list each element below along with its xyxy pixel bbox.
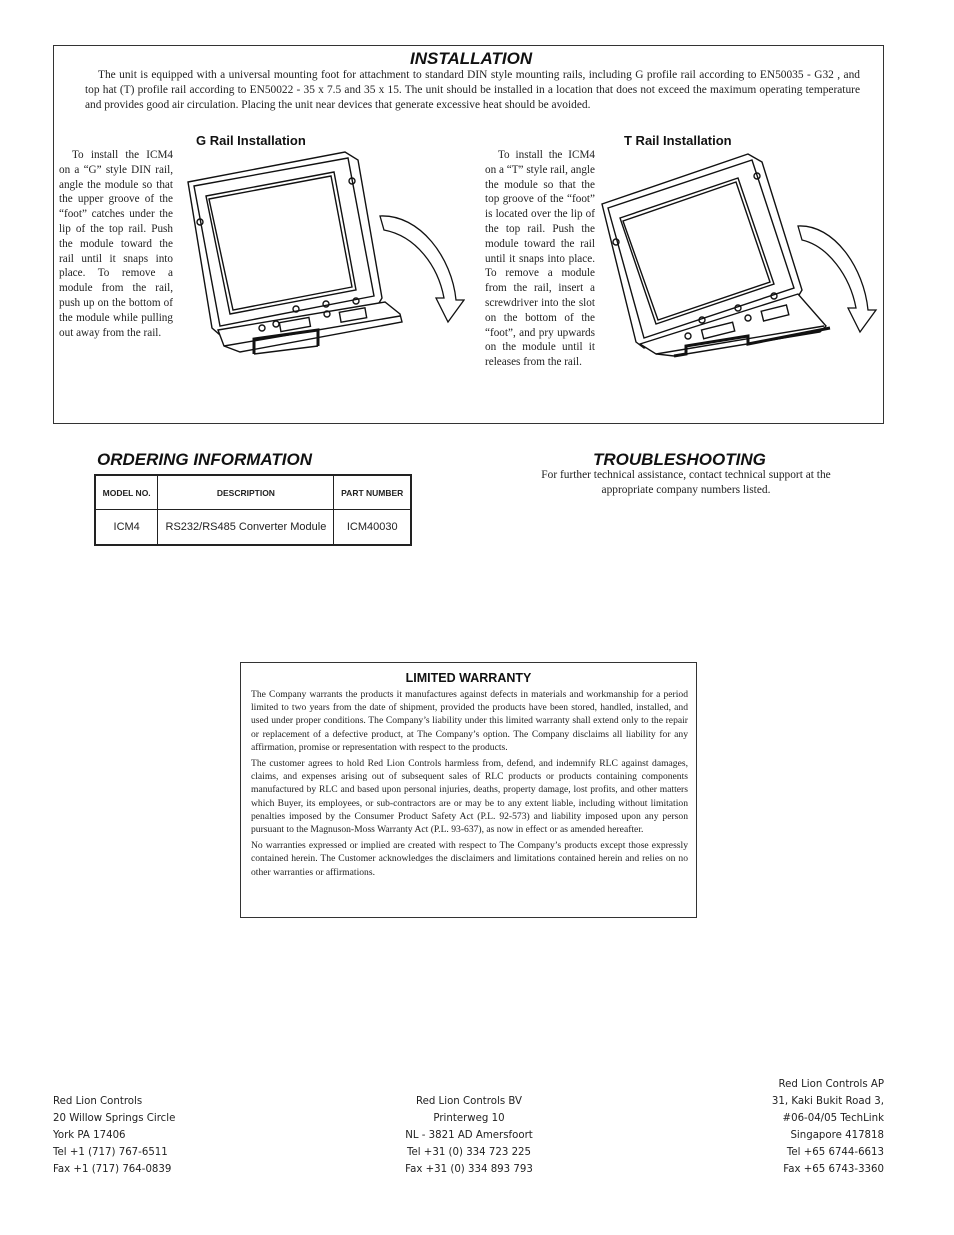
address-line: Fax +1 (717) 764-0839 bbox=[53, 1164, 172, 1175]
g-rail-text-body: To install the ICM4 on a “G” style DIN rail, angle the module so that the upper groove of the “foot” catches under the lip of the top rail. Push the module toward the rail until it snaps into place. To remove a module from the rail, push up on the bottom of the module while pulling out away from the rail. bbox=[59, 149, 173, 339]
installation-title: INSTALLATION bbox=[410, 49, 533, 68]
table-cell: ICM40030 bbox=[334, 510, 411, 546]
t-rail-illustration bbox=[598, 150, 880, 362]
address-line: Tel +31 (0) 334 723 225 bbox=[406, 1147, 532, 1158]
address-line: Red Lion Controls BV bbox=[415, 1096, 523, 1107]
g-rail-heading: G Rail Installation bbox=[196, 133, 306, 148]
address-line: Fax +65 6743-3360 bbox=[783, 1164, 884, 1175]
address-line: Printerweg 10 bbox=[433, 1113, 505, 1124]
column-header: MODEL NO. bbox=[95, 475, 158, 510]
t-rail-heading: T Rail Installation bbox=[624, 133, 732, 148]
address-us bbox=[53, 1093, 175, 1178]
t-rail-text-body: To install the ICM4 on a “T” style rail, angle the module so that the top groove of the “foot” is located over the lip of the top rail. Push the module toward the rail until it snaps into place. To remove a module from the rail, insert a screwdriver into the slot on the bottom of the “foot”, and pry upwards on the module until it releases from the rail. bbox=[485, 149, 595, 369]
warranty-title: LIMITED WARRANTY bbox=[405, 671, 532, 685]
warranty-paragraph: The customer agrees to hold Red Lion Controls harmless from, defend, and indemnify RLC against damages, claims, and expenses arising out of subsequent sales of RLC products or products containing components manufactured by RLC and based upon personal injuries, deaths, property damage, lost profits, and other matters which Buyer, its employees, or sub-contractors are or may be to any extent liable, including without limitation penalties imposed by the Consumer Product Safety Act (P.L. 92-573) and liability imposed upon any person pursuant to the Magnuson-Moss Warranty Act (P.L. 93-637), as now in effect or as amended hereafter. bbox=[251, 758, 688, 836]
address-line: #06-04/05 TechLink bbox=[782, 1113, 884, 1124]
table-cell: RS232/RS485 Converter Module bbox=[158, 510, 334, 546]
troubleshooting-title: TROUBLESHOOTING bbox=[593, 450, 766, 469]
warranty-paragraph: The Company warrants the products it manufactures against defects in materials and workmanship for a period limited to two years from the date of shipment, provided the products have been stored, handled, installed, and used under proper conditions. The Company’s liability under this limited warranty shall extend only to the repair or replacement of a defective product, at The Company’s option. The Company disclaims all liability for any affirmation, promise or representation with respect to the products. bbox=[251, 689, 688, 753]
address-line: Tel +1 (717) 767-6511 bbox=[53, 1147, 168, 1158]
g-rail-text bbox=[59, 148, 173, 340]
ordering-title: ORDERING INFORMATION bbox=[97, 450, 313, 469]
address-line: Singapore 417818 bbox=[790, 1130, 884, 1141]
address-line: Tel +65 6744-6613 bbox=[786, 1147, 884, 1158]
t-rail-text bbox=[485, 148, 595, 370]
g-rail-illustration bbox=[180, 150, 465, 362]
column-header: PART NUMBER bbox=[334, 475, 411, 510]
table-cell: ICM4 bbox=[95, 510, 158, 546]
table-row bbox=[95, 510, 411, 546]
ordering-table bbox=[94, 474, 412, 546]
address-sg bbox=[684, 1076, 884, 1178]
address-line: Red Lion Controls AP bbox=[778, 1079, 884, 1090]
installation-intro bbox=[85, 68, 860, 113]
installation-intro-text: The unit is equipped with a universal mounting foot for attachment to standard DIN style mounting rails, including G profile rail according to EN50035 - G32 , and top hat (T) profile rail according to EN50022 - 35 x 7.5 and 35 x 15. The unit should be installed in a location that does not exceed the maximum operating temperature and provides good air circulation. Placing the unit near devices that generate excessive heat should be avoided. bbox=[85, 69, 860, 111]
address-line: Fax +31 (0) 334 893 793 bbox=[405, 1164, 533, 1175]
column-header: DESCRIPTION bbox=[158, 475, 334, 510]
address-line: 20 Willow Springs Circle bbox=[53, 1113, 176, 1124]
address-line: York PA 17406 bbox=[53, 1130, 126, 1141]
address-nl bbox=[369, 1093, 569, 1178]
troubleshooting-text: For further technical assistance, contact technical support at the appropriate company numbers listed. bbox=[541, 469, 831, 496]
address-line: 31, Kaki Bukit Road 3, bbox=[771, 1096, 884, 1107]
warranty-section bbox=[240, 662, 697, 918]
address-line: Red Lion Controls bbox=[53, 1096, 143, 1107]
ordering-table-header bbox=[95, 475, 411, 510]
address-line: NL - 3821 AD Amersfoort bbox=[405, 1130, 533, 1141]
warranty-paragraph: No warranties expressed or implied are created with respect to The Company’s products except those expressly contained herein. The Customer acknowledges the disclaimers and limitations contained herein and relies on no other warranties or affirmations. bbox=[251, 840, 688, 878]
